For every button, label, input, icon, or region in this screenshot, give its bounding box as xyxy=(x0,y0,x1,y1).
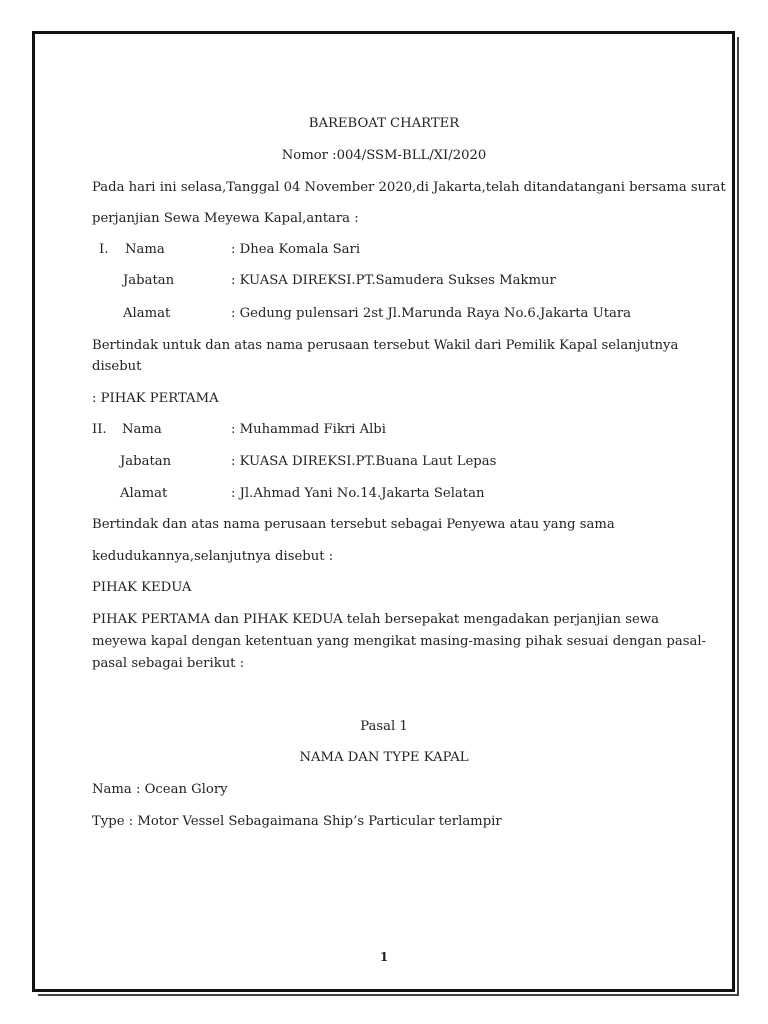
bertindak2-line-1: Bertindak dan atas nama perusaan tersebut sebagai Penyewa atau yang sama xyxy=(92,517,615,532)
party2-alamat-value: : Jl.Ahmad Yani No.14.Jakarta Selatan xyxy=(231,486,485,501)
intro-line-1: Pada hari ini selasa,Tanggal 04 November 2020,di Jakarta,telah ditandatangani bersama surat xyxy=(92,180,726,195)
document-number: Nomor :004/SSM-BLL/XI/2020 xyxy=(281,148,487,163)
agreement-line-1: PIHAK PERTAMA dan PIHAK KEDUA telah bersepakat mengadakan perjanjian sewa xyxy=(92,612,659,627)
party1-nama-label: Nama xyxy=(125,242,165,257)
intro-line-2: perjanjian Sewa Meyewa Kapal,antara : xyxy=(92,211,359,226)
party1-jabatan-label: Jabatan xyxy=(123,273,175,288)
party2-jabatan-value: : KUASA DIREKSI.PT.Buana Laut Lepas xyxy=(231,454,497,469)
party2-alamat-label: Alamat xyxy=(120,486,168,501)
bertindak1-line-2: disebut xyxy=(92,359,142,374)
pihak-kedua-label: PIHAK KEDUA xyxy=(92,580,192,595)
pasal-heading: NAMA DAN TYPE KAPAL xyxy=(299,750,469,765)
pasal-title: Pasal 1 xyxy=(360,719,408,734)
party1-nama-value: : Dhea Komala Sari xyxy=(231,242,361,257)
vessel-type: Type : Motor Vessel Sebagaimana Ship’s Particular terlampir xyxy=(92,814,502,829)
agreement-line-2: meyewa kapal dengan ketentuan yang mengikat masing-masing pihak sesuai dengan pasal- xyxy=(92,634,707,649)
party1-jabatan-value: : KUASA DIREKSI.PT.Samudera Sukses Makmur xyxy=(231,273,556,288)
document-title: BAREBOAT CHARTER xyxy=(308,116,460,131)
page-number: 1 xyxy=(379,950,389,964)
party1-numeral: I. xyxy=(99,242,109,257)
party2-jabatan-label: Jabatan xyxy=(120,454,172,469)
vessel-name: Nama : Ocean Glory xyxy=(92,782,228,797)
bertindak2-line-2: kedudukannya,selanjutnya disebut : xyxy=(92,549,334,564)
party2-nama-label: Nama xyxy=(122,422,162,437)
bertindak1-line-1: Bertindak untuk dan atas nama perusaan tersebut Wakil dari Pemilik Kapal selanjutnya xyxy=(92,338,679,353)
party1-alamat-value: : Gedung pulensari 2st Jl.Marunda Raya No.6.Jakarta Utara xyxy=(231,306,632,321)
pihak-pertama-label: : PIHAK PERTAMA xyxy=(92,391,219,406)
page-border xyxy=(32,31,735,992)
party2-nama-value: : Muhammad Fikri Albi xyxy=(231,422,386,437)
agreement-line-3: pasal sebagai berikut : xyxy=(92,656,245,671)
party1-alamat-label: Alamat xyxy=(123,306,171,321)
party2-numeral: II. xyxy=(92,422,107,437)
